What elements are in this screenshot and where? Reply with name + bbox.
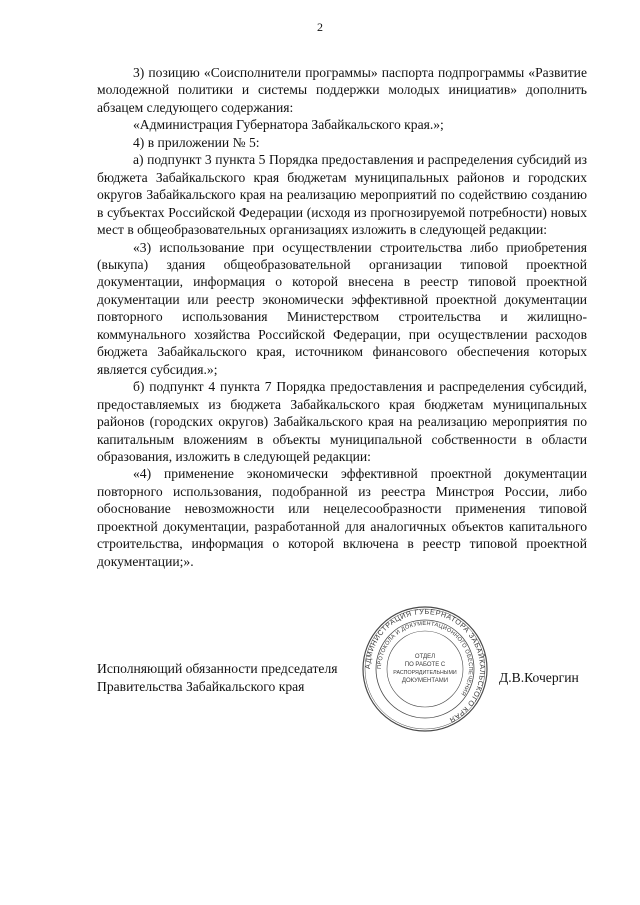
seal-outer-text: АДМИНИСТРАЦИЯ ГУБЕРНАТОРА ЗАБАЙКАЛЬСКОГО КРАЯ bbox=[362, 606, 488, 725]
seal-center-line: РАСПОРЯДИТЕЛЬНЫМИ bbox=[393, 670, 457, 676]
paragraph: 3) позицию «Соисполнители программы» паспорта подпрограммы «Развитие молодежной политики и системы поддержки молодых инициатив» дополнить абзацем следующего содержания: bbox=[97, 65, 587, 115]
signatory-name: Д.В.Кочергин bbox=[499, 670, 579, 685]
official-seal bbox=[360, 604, 490, 734]
paragraph: «3) использование при осуществлении строительства либо приобретения (выкупа) здания общеобразовательной организации типовой проектной документации, информация о которой внесена в реестр типовой проектной документации или реестр экономически эффективной проектной документации повторного использования Министерством строительства и жилищно-коммунального хозяйства Российской Федерации, при осуществлении расходов бюджета Забайкальского края, источником финансового обеспечения которых является субсидия.»; bbox=[97, 239, 587, 377]
page-number: 2 bbox=[317, 20, 323, 34]
seal-center-line: ПО РАБОТЕ С bbox=[404, 662, 446, 668]
paragraph: а) подпункт 3 пункта 5 Порядка предоставления и распределения субсидий из бюджета Забайкальского края бюджетам муниципальных районов и городских округов Забайкальского края на реализацию мероприятий по содействию созданию в субъектах Российской Федерации (исходя из прогнозируемой потребности) новых мест в общеобразовательных организациях изложить в следующей редакции: bbox=[97, 152, 587, 238]
paragraph: «4) применение экономически эффективной проектной документации повторного использования, подобранной из реестра Минстроя России, либо обоснование невозможности или нецелесообразности применения типовой проектной документации, разработанной для аналогичных объектов капитального строительства, информация о которой включена в реестр типовой проектной документации;». bbox=[97, 466, 587, 569]
document-body bbox=[97, 64, 587, 570]
signatory-position-line: Правительства Забайкальского края bbox=[97, 678, 305, 694]
paragraph: «Администрация Губернатора Забайкальского края.»; bbox=[133, 117, 444, 133]
paragraph: 4) в приложении № 5: bbox=[133, 134, 260, 150]
seal-inner-text: ПРОТОКОЛА И ДОКУМЕНТАЦИОННОГО ОБЕСПЕЧЕНИЯ bbox=[376, 620, 474, 697]
signatory-position-line: Исполняющий обязанности председателя bbox=[97, 661, 338, 676]
seal-center-line: ДОКУМЕНТАМИ bbox=[401, 678, 449, 684]
paragraph: б) подпункт 4 пункта 7 Порядка предоставления и распределения субсидий, предоставляемых из бюджета Забайкальского края бюджетам муниципальных районов (городских округов) Забайкальского края на реализацию мероприятия по капитальным вложениям в объекты муниципальной собственности в области образования, изложить в следующей редакции: bbox=[97, 379, 587, 464]
seal-center-line: ОТДЕЛ bbox=[414, 654, 436, 660]
signatory-position bbox=[97, 660, 338, 695]
